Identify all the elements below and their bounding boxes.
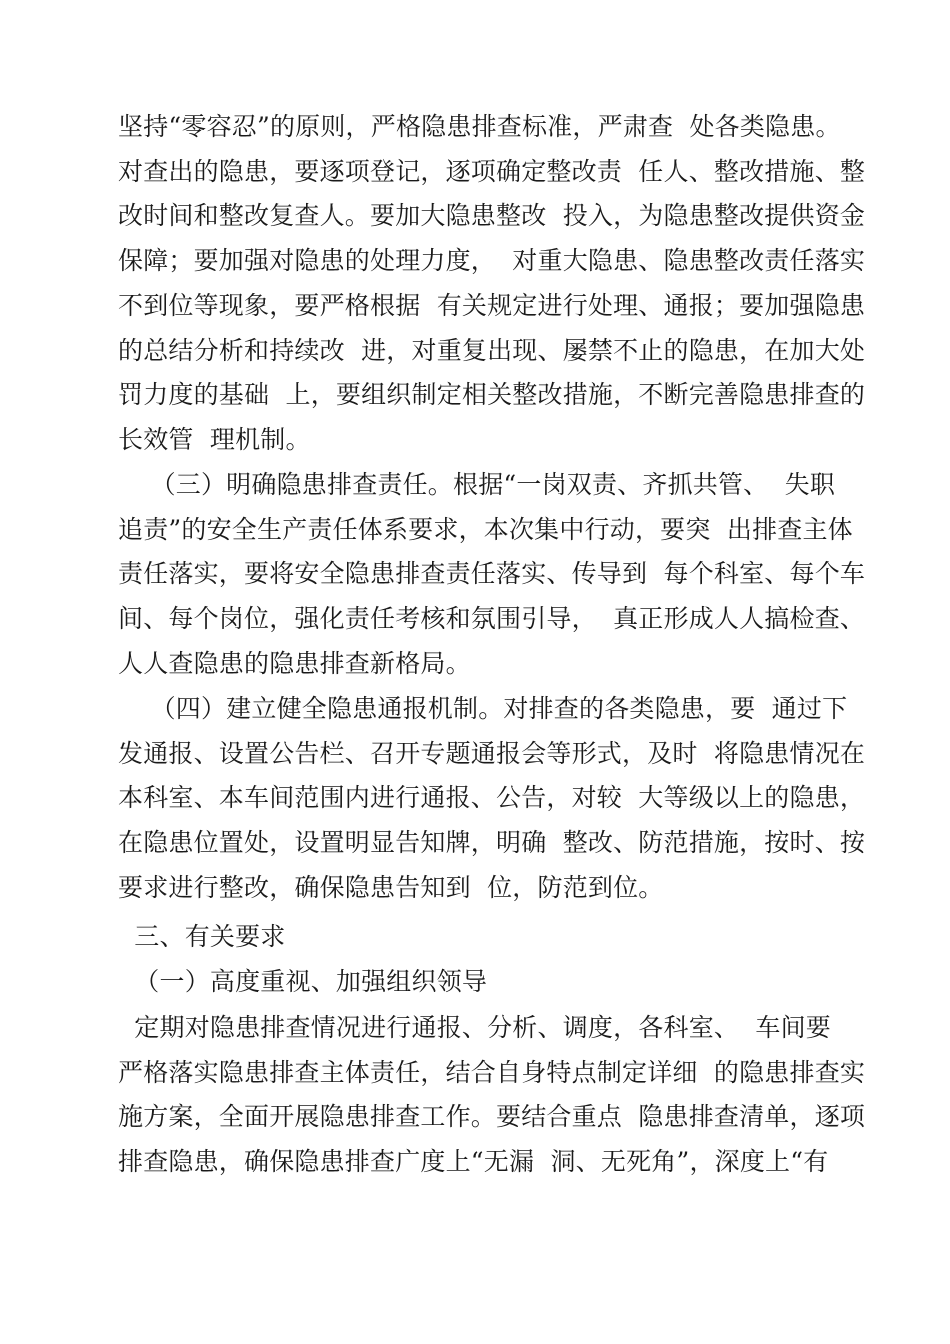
text-line: 要求进行整改，确保隐患告知到 位，防范到位。 (118, 873, 664, 902)
text-line: 在隐患位置处，设置明显告知牌，明确 整改、防范措施，按时、按 (118, 828, 866, 857)
text-line: 坚持“零容忍”的原则，严格隐患排查标准，严肃查 处各类隐患。 (118, 112, 841, 141)
text-line: 施方案，全面开展隐患排查工作。要结合重点 隐患排查清单，逐项 (118, 1102, 866, 1131)
text-line: 改时间和整改复查人。要加大隐患整改 投入，为隐患整改提供资金 (118, 201, 866, 230)
text-line: 罚力度的基础 上，要组织制定相关整改措施，不断完善隐患排查的 (118, 380, 866, 409)
subsection-heading: （一）高度重视、加强组织领导 (118, 967, 488, 996)
text-line: 发通报、设置公告栏、召开专题通报会等形式，及时 将隐患情况在 (118, 739, 866, 768)
text-line: 责任落实，要将安全隐患排查责任落实、传导到 每个科室、每个车 (118, 559, 866, 588)
text-line: 本科室、本车间范围内进行通报、公告，对较 大等级以上的隐患， (118, 783, 866, 812)
text-line: （四）建立健全隐患通报机制。对排查的各类隐患，要 通过下 (118, 694, 848, 723)
text-line: （三）明确隐患排查责任。根据“一岗双责、齐抓共管、 失职 (118, 470, 836, 499)
text-line: 定期对隐患排查情况进行通报、分析、调度，各科室、 车间要 (118, 1013, 831, 1042)
text-line: 保障；要加强对隐患的处理力度， 对重大隐患、隐患整改责任落实 (118, 246, 866, 275)
text-line: 排查隐患，确保隐患排查广度上“无漏 洞、无死角”，深度上“有 (118, 1147, 829, 1176)
text-line: 严格落实隐患排查主体责任，结合自身特点制定详细 的隐患排查实 (118, 1058, 866, 1087)
text-line: 的总结分析和持续改 进，对重复出现、屡禁不止的隐患，在加大处 (118, 336, 866, 365)
text-line: 不到位等现象，要严格根据 有关规定进行处理、通报；要加强隐患 (118, 291, 866, 320)
section-heading: 三、有关要求 (118, 922, 286, 951)
text-line: 间、每个岗位，强化责任考核和氛围引导， 真正形成人人搞检查、 (118, 604, 866, 633)
text-line: 追责”的安全生产责任体系要求，本次集中行动，要突 出排查主体 (118, 515, 853, 544)
text-line: 对查出的隐患，要逐项登记，逐项确定整改责 任人、整改措施、整 (118, 157, 866, 186)
text-line: 长效管 理机制。 (118, 425, 311, 454)
text-line: 人人查隐患的隐患排查新格局。 (118, 649, 471, 678)
